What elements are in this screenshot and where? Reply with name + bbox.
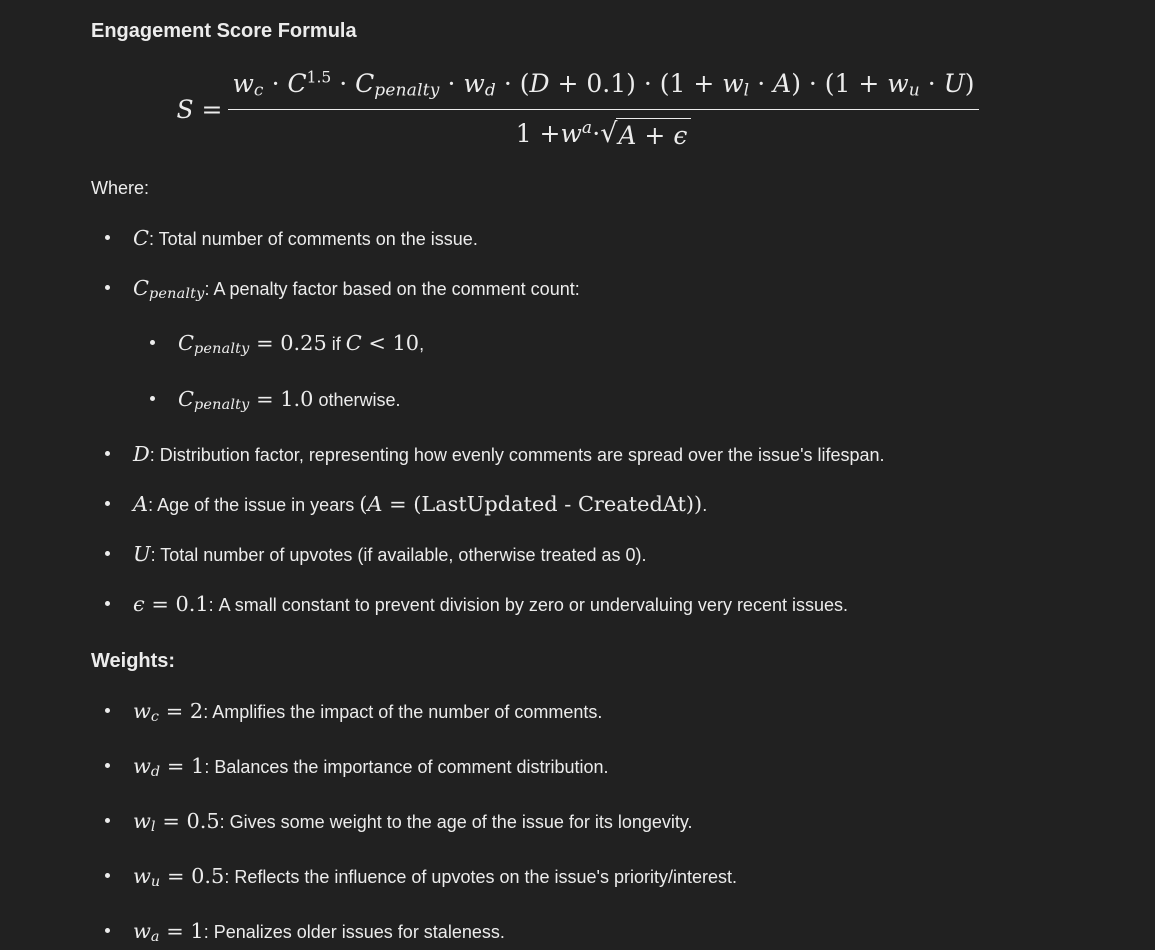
math-segment: ) (964, 69, 975, 98)
math-segment: U (133, 541, 151, 566)
math-segment: · (749, 69, 774, 98)
math-segment: c (150, 708, 160, 725)
text-segment: : Amplifies the impact of the number of comments. (203, 701, 603, 722)
where-list (91, 225, 1064, 617)
list-item-text (133, 226, 478, 251)
math-segment: w (887, 69, 909, 98)
list-item-text (133, 864, 738, 891)
weights-heading: Weights: (91, 649, 176, 672)
list-item-text (133, 919, 505, 946)
math-segment: ϵ (673, 120, 688, 150)
math-segment: · ( (495, 69, 530, 98)
list-item (133, 275, 1064, 417)
list-item (133, 591, 1064, 618)
list-item-text (133, 809, 693, 836)
list-item (178, 330, 1064, 362)
text-segment: : Distribution factor, representing how evenly comments are spread over the issue's lifespan. (149, 444, 885, 465)
math-segment: ϵ (133, 591, 145, 616)
text-segment: if (326, 334, 346, 355)
math-segment: = 1 (159, 919, 204, 944)
math-segment: A (618, 120, 637, 150)
math-segment: C (133, 276, 149, 301)
list-item (133, 225, 1064, 252)
text-segment: : Total number of upvotes (if available, otherwise treated as 0). (150, 544, 647, 565)
where-label: Where: (91, 178, 150, 199)
text-segment: : Gives some weight to the age of the issue for its longevity. (219, 812, 693, 833)
math-segment: · (439, 69, 464, 98)
math-segment: = 0.1 (144, 591, 209, 616)
list-item (133, 808, 1064, 840)
radical-sign-icon: √ (600, 117, 618, 149)
math-segment: + (636, 120, 674, 150)
math-segment: = (LastUpdated - CreatedAt)) (382, 491, 703, 516)
math-segment: + 0.1) · (1 + (549, 69, 723, 98)
engagement-score-formula (91, 68, 1064, 151)
text-segment: otherwise. (313, 389, 401, 410)
page-title: Engagement Score Formula (91, 20, 357, 42)
math-segment: w (232, 69, 254, 98)
math-segment: C (133, 226, 149, 251)
math-segment: w (560, 118, 582, 148)
list-item-text (133, 591, 848, 616)
math-segment: l (150, 819, 156, 836)
math-segment: C (178, 331, 194, 356)
list-item-text (133, 753, 609, 781)
math-segment: w (133, 753, 151, 778)
math-segment: penalty (193, 341, 250, 358)
math-segment: · (331, 69, 356, 98)
fraction-numerator (228, 68, 978, 109)
list-item (178, 386, 1064, 418)
sub-list (133, 330, 1064, 417)
list-item-text (133, 491, 708, 516)
list-item-text (133, 698, 603, 725)
text-segment: : Age of the issue in years (148, 494, 360, 515)
list-item-text (178, 386, 401, 413)
math-segment: C (355, 69, 375, 98)
math-segment: w (133, 809, 151, 834)
math-segment: D (133, 441, 150, 466)
text-segment: . (702, 494, 708, 515)
math-segment: A (773, 69, 792, 98)
math-segment: = 0.5 (160, 864, 225, 889)
math-segment: penalty (193, 396, 250, 413)
sqrt-expression (600, 118, 691, 151)
radicand (616, 118, 691, 151)
math-segment: a (150, 929, 160, 946)
math-segment: = (193, 94, 223, 124)
math-segment: penalty (374, 80, 440, 101)
text-segment: , (419, 334, 425, 355)
math-segment: S (176, 94, 194, 124)
math-segment: ( (359, 491, 368, 516)
weights-list (91, 698, 1064, 950)
math-segment: C (178, 386, 194, 411)
formula-fraction (228, 68, 978, 151)
math-segment: 1.5 (306, 68, 332, 87)
list-item (133, 698, 1064, 730)
math-segment: d (150, 764, 161, 781)
text-segment: : Total number of comments on the issue. (148, 229, 478, 250)
list-item-text (133, 541, 647, 566)
math-segment: w (722, 69, 744, 98)
math-segment: < 10 (361, 331, 420, 356)
text-segment: : Penalizes older issues for staleness. (203, 922, 505, 943)
math-segment: w (133, 864, 151, 889)
math-segment: 1 + (515, 118, 561, 148)
list-item-text (178, 331, 425, 358)
math-segment: A (133, 491, 149, 516)
formula-lhs (176, 94, 222, 125)
math-segment: = 2 (159, 698, 204, 723)
math-segment: C (287, 69, 307, 98)
list-item (133, 753, 1064, 785)
list-item (133, 541, 1064, 568)
math-segment: = 0.25 (249, 331, 327, 356)
math-segment: = 0.5 (155, 809, 220, 834)
text-segment: : Reflects the influence of upvotes on the issue's priority/interest. (224, 867, 738, 888)
text-segment: : Balances the importance of comment distribution. (204, 756, 609, 777)
list-item-text (133, 276, 580, 303)
math-segment: c (253, 80, 264, 101)
math-segment: l (743, 80, 750, 101)
math-segment: w (133, 919, 151, 944)
list-item (133, 491, 1064, 518)
math-segment: C (345, 331, 362, 356)
math-segment: · (919, 69, 944, 98)
math-segment: ) · (1 + (791, 69, 888, 98)
math-segment: d (484, 80, 496, 101)
math-segment: penalty (148, 286, 205, 303)
math-segment: A (367, 491, 383, 516)
math-segment: w (133, 698, 151, 723)
list-item (133, 863, 1064, 895)
math-segment: a (581, 117, 593, 138)
math-segment: D (529, 69, 550, 98)
math-segment: = 1 (160, 753, 205, 778)
math-segment: u (908, 80, 920, 101)
list-item (133, 441, 1064, 468)
math-segment: · (263, 69, 288, 98)
math-segment: U (943, 69, 965, 98)
list-item (133, 918, 1064, 950)
fraction-denominator (228, 109, 978, 151)
math-segment: w (463, 69, 485, 98)
math-segment: = 1.0 (249, 386, 314, 411)
math-segment: u (150, 874, 161, 891)
list-item-text (133, 441, 885, 466)
text-segment: : A penalty factor based on the comment count: (204, 279, 580, 300)
math-segment: · (592, 118, 601, 148)
text-segment: : A small constant to prevent division by zero or undervaluing very recent issues. (208, 594, 848, 615)
